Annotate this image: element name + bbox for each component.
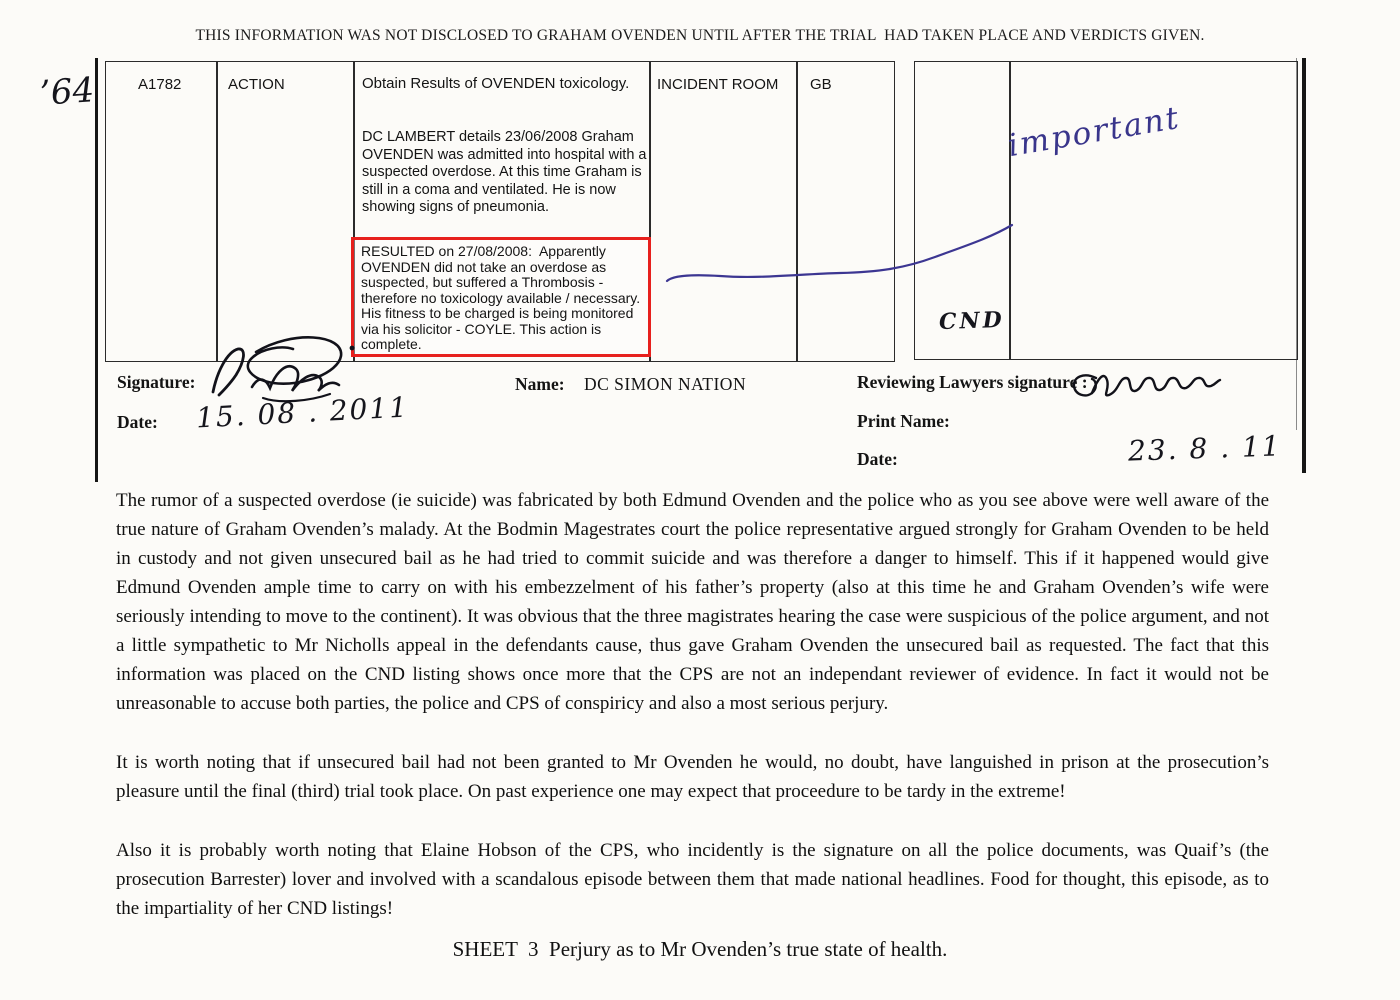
disclosure-header: THIS INFORMATION WAS NOT DISCLOSED TO GRAHAM OVENDEN UNTIL AFTER THE TRIAL HAD TAKEN PLACE AND VERDICTS GIVEN. [195, 27, 1205, 44]
result-note-highlighted: RESULTED on 27/08/2008: Apparently OVENDEN did not take an overdose as suspected, but suffered a Thrombosis - therefore no toxicology available / necessary. His fitness to be charged is being monitored via his solicitor - COYLE. This action is complete. [351, 237, 651, 357]
print-name-label: Print Name: [857, 411, 950, 431]
margin-page-note: ’64 [38, 70, 96, 114]
right-page-rule [1302, 58, 1306, 473]
commentary-text [116, 486, 1269, 923]
annotation-box-divider [1009, 62, 1011, 359]
name-label: Name: [515, 374, 565, 394]
allocated-to-cell: INCIDENT ROOM [657, 76, 779, 93]
action-form-table [105, 61, 895, 362]
action-title-cell: Obtain Results of OVENDEN toxicology. [362, 75, 630, 92]
left-page-rule [95, 58, 98, 482]
handwritten-review-date: 23. 8 . 11 [1127, 429, 1283, 468]
table-column-divider [796, 62, 798, 361]
name-value: DC SIMON NATION [584, 374, 747, 394]
initials-cell: GB [810, 76, 832, 93]
sheet-footer-title: SHEET 3 Perjury as to Mr Ovenden’s true state of health. [452, 937, 948, 961]
handwritten-cnd-note: CND [938, 306, 1006, 336]
handwritten-signature-date: 15. 08 . 2011 [195, 390, 410, 435]
date-label: Date: [117, 412, 158, 432]
table-column-divider [216, 62, 218, 361]
commentary-paragraph-3: Also it is probably worth noting that Elaine Hobson of the CPS, who incidently is the signature on all the police documents, was Quaif’s (the prosecution Barrester) lover and involved with a scandalous episode between them that made national headlines. Food for thought, this episode, as to the impartiality of her CND listings! [116, 840, 1269, 919]
action-details-cell: DC LAMBERT details 23/06/2008 Graham OVENDEN was admitted into hospital with a suspected overdose. At this time Graham is still in a coma and ventilated. He is now showing signs of pneumonia. [362, 129, 647, 215]
signature-label: Signature: [117, 372, 196, 392]
action-type-cell: ACTION [228, 76, 285, 93]
handwritten-important-note: important [1005, 99, 1183, 165]
reviewing-lawyer-signature-ink [1074, 375, 1220, 395]
commentary-paragraph-2: It is worth noting that if unsecured bail had not been granted to Mr Ovenden he would, no doubt, have languished in prison at the prosecution’s pleasure until the final (third) trial took place. On past experience one may expect that proceedure to be tardy in the extreme! [116, 752, 1269, 802]
reviewing-lawyer-label: Reviewing Lawyers signature : [857, 372, 1088, 392]
commentary-paragraph-1: The rumor of a suspected overdose (ie suicide) was fabricated by both Edmund Ovenden and the police who as you see above were well aware of the true nature of Graham Ovenden’s malady. At the Bodmin Magestrates court the police representative argued strongly for Graham Ovenden to be held in custody and not given unsecured bail as he had tried to commit suicide and was therefore a danger to himself. This if it happened would give Edmund Ovenden ample time to carry on with his embezzelment of his father’s property (also at this time he and Graham Ovenden’s wife were seriously intending to move to the continent). It was obvious that the three magistrates hearing the case were suspicious of the police argument, and not a little sympathetic to Mr Nicholls appeal in the defendants cause, thus gave Graham Ovenden the unsecured bail as requested. The fact that this information was placed on the CND listing shows once more that the CPS are not an independant reviewer of evidence. In fact it would not be unreasonable to accuse both parties, the police and CPS of conspiricy and also a most serious perjury. [116, 490, 1269, 714]
review-date-label: Date: [857, 449, 898, 469]
action-reference-cell: A1782 [138, 76, 182, 93]
annotation-box [914, 61, 1298, 360]
